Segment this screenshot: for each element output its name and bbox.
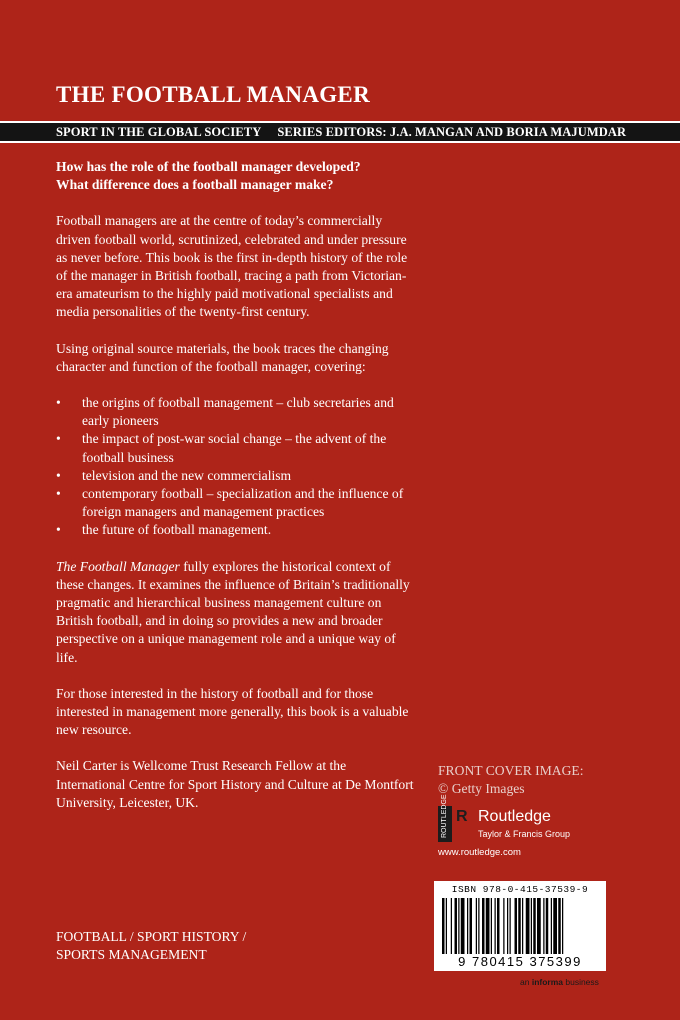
blurb-paragraph-3-text: fully explores the historical context of these changes. It examines the influence of Britain’s traditionally pragmatic and hierarchical business management culture on British football, and in doing so provides a new and broader perspective on a unique management role and a unique way of life. xyxy=(56,558,410,665)
cover-credit-source: © Getty Images xyxy=(438,781,525,797)
question-1: How has the role of the football manager developed? xyxy=(56,159,361,174)
series-editors: SERIES EDITORS: J.A. MANGAN AND BORIA MAJUMDAR xyxy=(277,125,627,139)
author-bio: Neil Carter is Wellcome Trust Research Fellow at the International Centre for Sport History and Culture at De Montfort University, Leicester, UK. xyxy=(56,758,414,810)
publisher-spine xyxy=(438,794,452,842)
informa-brand: informa xyxy=(531,977,563,987)
series-line xyxy=(56,125,626,140)
subject-line-1: FOOTBALL / SPORT HISTORY / xyxy=(56,929,247,944)
routledge-r-icon: R xyxy=(456,808,468,825)
series-bar xyxy=(0,121,680,143)
subject-line-2: SPORTS MANAGEMENT xyxy=(56,947,207,963)
subject-category xyxy=(56,928,246,964)
list-item: • the impact of post-war social change – the advent of the football business xyxy=(56,430,416,466)
informa-credit xyxy=(520,977,599,987)
blurb xyxy=(56,158,416,812)
publisher-logo xyxy=(438,794,638,848)
cover-credit-label: FRONT COVER IMAGE: xyxy=(438,763,584,778)
list-item: • contemporary football – specialization and the influence of foreign managers and management practices xyxy=(56,485,416,521)
list-item: • television and the new commercialism xyxy=(56,467,416,485)
blurb-paragraph-3 xyxy=(56,558,416,667)
publisher-url: www.routledge.com xyxy=(438,847,521,858)
series-name: SPORT IN THE GLOBAL SOCIETY xyxy=(56,125,262,139)
informa-prefix: an xyxy=(520,977,532,987)
list-item: • the origins of football management – club secretaries and early pioneers xyxy=(56,394,416,430)
blurb-paragraph-4: For those interested in the history of football and for those interested in management more generally, this book is a valuable new resource. xyxy=(56,685,409,738)
barcode-bars-icon xyxy=(442,898,598,954)
blurb-paragraph-2: Using original source materials, the book traces the changing character and function of the football manager, covering: xyxy=(56,340,389,374)
isbn-label: ISBN 978-0-415-37539-9 xyxy=(451,884,589,895)
list-item: • the future of football management. xyxy=(56,521,416,539)
publisher-group: Taylor & Francis Group xyxy=(478,829,571,839)
blurb-paragraph-1: Football managers are at the centre of today’s commercially driven football world, scrutinized, celebrated and under pressure as never before. This book is the first in-depth history of the role of the manager in British football, tracing a path from Victorian-era amateurism to the highly paid motivational specialists and media personalities of the twenty-first century. xyxy=(56,213,408,320)
barcode-number: 9 780415 375399 xyxy=(458,954,582,969)
informa-suffix: business xyxy=(563,977,599,987)
coverage-list xyxy=(56,394,416,540)
barcode xyxy=(434,881,606,971)
book-title: THE FOOTBALL MANAGER xyxy=(56,82,370,107)
publisher-spine-text: ROUTLEDGE xyxy=(441,794,448,838)
book-title-italic: The Football Manager xyxy=(56,558,180,574)
question-2: What difference does a football manager make? xyxy=(56,177,334,193)
publisher-name: Routledge xyxy=(478,808,551,825)
cover-credit xyxy=(438,762,584,798)
